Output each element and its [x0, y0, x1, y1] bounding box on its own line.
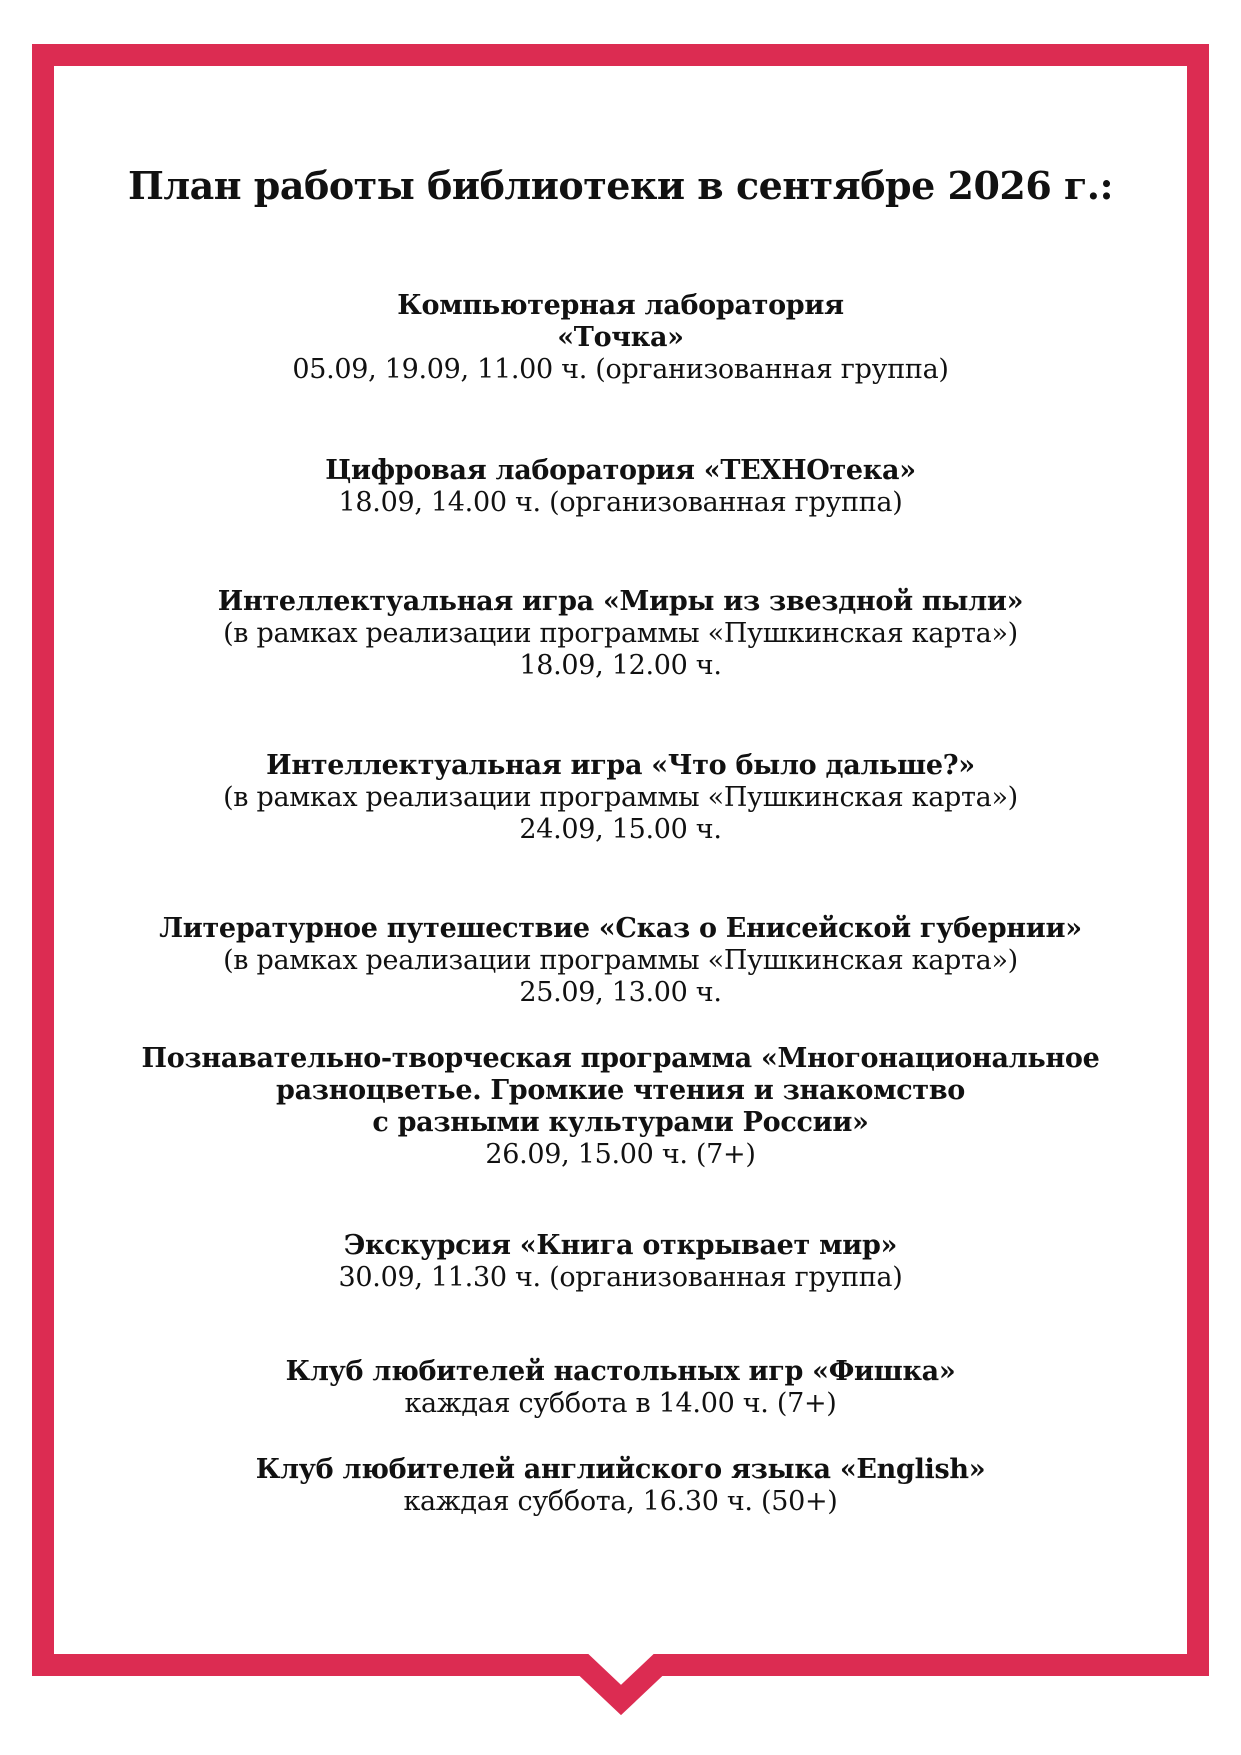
event-detail-line: 05.09, 19.09, 11.00 ч. (организованная группа): [292, 354, 949, 385]
page-title: План работы библиотеки в сентябре 2026 г.:: [127, 163, 1114, 208]
event-item: [80, 1043, 1161, 1171]
event-title-line: Компьютерная лаборатория: [397, 290, 844, 321]
event-item: [80, 1230, 1161, 1294]
event-title-line: Клуб любителей английского языка «English»: [255, 1454, 986, 1485]
event-title-line: Клуб любителей настольных игр «Фишка»: [285, 1356, 956, 1387]
event-item: [80, 1356, 1161, 1420]
event-item: [80, 586, 1161, 682]
event-title-line: Экскурсия «Книга открывает мир»: [343, 1230, 898, 1261]
event-detail-line: (в рамках реализации программы «Пушкинская карта»): [223, 782, 1018, 813]
event-item: [80, 1454, 1161, 1518]
event-detail-line: (в рамках реализации программы «Пушкинская карта»): [223, 618, 1018, 649]
event-detail-line: каждая суббота, 16.30 ч. (50+): [403, 1486, 838, 1517]
event-title-line: Интеллектуальная игра «Что было дальше?»: [266, 750, 975, 781]
event-detail-line: каждая суббота в 14.00 ч. (7+): [404, 1388, 837, 1419]
event-title-line: «Точка»: [557, 322, 684, 353]
event-title-line: разноцветье. Громкие чтения и знакомство: [276, 1075, 965, 1106]
event-detail-line: 30.09, 11.30 ч. (организованная группа): [338, 1262, 903, 1293]
event-detail-line: 18.09, 12.00 ч.: [519, 650, 722, 681]
event-item: [80, 913, 1161, 1009]
event-item: [80, 750, 1161, 846]
event-detail-line: 25.09, 13.00 ч.: [519, 977, 722, 1008]
event-detail-line: 26.09, 15.00 ч. (7+): [485, 1139, 756, 1170]
event-title-line: Цифровая лаборатория «ТЕХНОтека»: [325, 455, 916, 486]
event-item: [80, 455, 1161, 519]
event-detail-line: 18.09, 14.00 ч. (организованная группа): [338, 487, 903, 518]
event-title-line: Литературное путешествие «Сказ о Енисейской губернии»: [159, 913, 1082, 944]
event-detail-line: 24.09, 15.00 ч.: [519, 814, 722, 845]
event-title-line: Познавательно-творческая программа «Многонациональное: [141, 1043, 1100, 1074]
event-title-line: Интеллектуальная игра «Миры из звездной пыли»: [217, 586, 1024, 617]
event-item: [80, 290, 1161, 386]
event-title-line: с разными культурами России»: [372, 1107, 869, 1138]
event-detail-line: (в рамках реализации программы «Пушкинская карта»): [223, 945, 1018, 976]
